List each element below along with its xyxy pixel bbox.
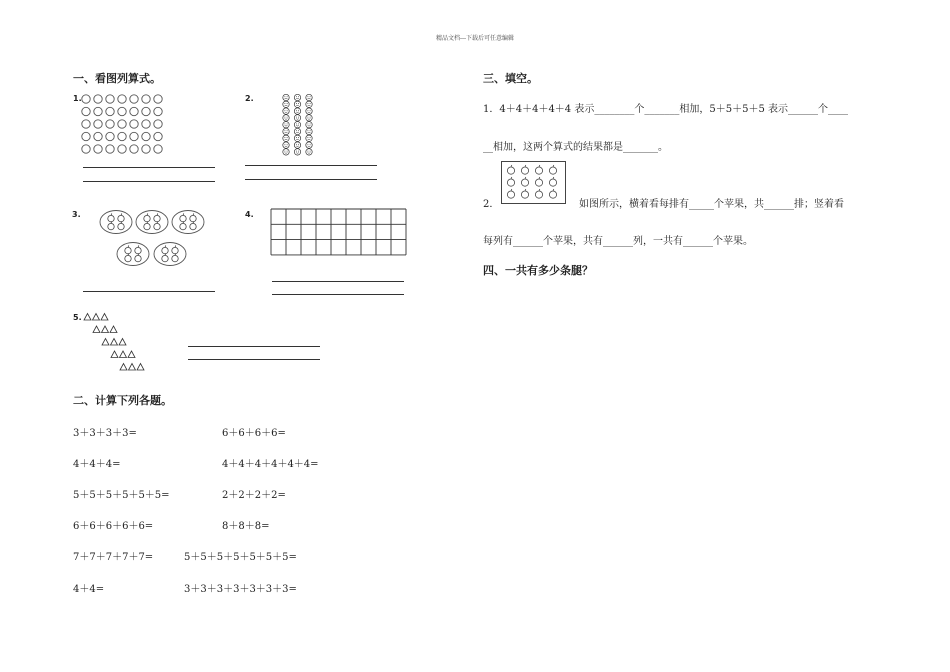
triangle-shape [102,326,109,333]
problem: 5＋5＋5＋5＋5＋5＋5= [184,552,297,563]
problem: 5＋5＋5＋5＋5＋5= [73,490,170,501]
face-icon [306,115,312,121]
face-icon [294,94,300,100]
face-icon [283,149,289,155]
triangle-shape [128,351,135,358]
answer-line[interactable] [83,181,215,182]
circle-shape [94,95,102,103]
problem: 4＋4= [73,584,105,595]
apple-icon [535,189,542,198]
circle-shape [130,132,138,140]
apple-icon [507,177,514,186]
triangle-shape [111,339,118,346]
circle-shape [130,145,138,153]
circle-shape [94,132,102,140]
problem: 2＋2＋2＋2= [222,490,286,501]
apple-icon [190,213,196,221]
problem: 4＋4＋4= [73,459,121,470]
apple-icon [162,253,168,261]
circle-shape [94,120,102,128]
group-oval [154,243,186,266]
problem: 3＋3＋3＋3= [73,428,137,439]
face-icon [294,128,300,134]
problem: 8＋8＋8= [222,521,270,532]
problem: 6＋6＋6＋6= [222,428,286,439]
apple-icon [172,245,178,253]
circle-shape [118,132,126,140]
circle-shape [106,95,114,103]
item5-label: 5. [73,313,82,322]
apple-icon [154,221,160,229]
apple-icon [521,189,528,198]
answer-line[interactable] [272,294,404,295]
circle-shape [142,120,150,128]
apple-icon [118,221,124,229]
page-header: 精品文档---下载后可任意编辑 [435,35,515,42]
circle-shape [118,120,126,128]
apple-icon [180,213,186,221]
item1-label: 1. [73,94,82,103]
face-icon [283,94,289,100]
section4-title: 四、一共有多少条腿？ [483,264,593,277]
circle-shape [118,107,126,115]
triangle-shape [93,326,100,333]
circle-shape [154,132,162,140]
apple-box-figure [501,161,567,205]
triangle-shape [111,351,118,358]
circle-shape [142,95,150,103]
face-icon [294,101,300,107]
circle-shape [130,107,138,115]
apple-icon [535,177,542,186]
fill-q1-line1: 1．4＋4＋4＋4＋4 表示________个_______相加，5＋5＋5＋5 表示______个____ [483,104,848,115]
circle-shape [142,145,150,153]
face-icon [294,108,300,114]
item2-label: 2. [245,94,254,103]
circle-shape [82,95,90,103]
apple-icon [135,245,141,253]
answer-line[interactable] [83,167,215,168]
apple-icon [144,213,150,221]
group-oval [100,211,132,234]
triangle-shape [101,314,108,321]
face-icon [283,128,289,134]
apple-icon [549,165,556,174]
apple-icon [549,189,556,198]
face-icon [294,135,300,141]
apple-icon [154,213,160,221]
circle-shape [130,120,138,128]
face-icon [306,128,312,134]
apple-icon [521,165,528,174]
face-icon [306,101,312,107]
face-icon [283,108,289,114]
answer-line[interactable] [272,281,404,282]
circle-shape [106,145,114,153]
answer-line[interactable] [245,179,377,180]
section1-title: 一、看图列算式。 [73,72,161,85]
apple-icon [108,221,114,229]
square-grid-figure [270,208,410,258]
circle-shape [82,132,90,140]
problem: 6＋6＋6＋6＋6= [73,521,154,532]
face-icon [294,142,300,148]
triangle-shape [93,314,100,321]
apple-icon [135,253,141,261]
problem: 3＋3＋3＋3＋3＋3＋3= [184,584,297,595]
face-icon [294,122,300,128]
apple-groups-figure [98,207,208,269]
triangle-shape [129,364,136,371]
circle-shape [106,132,114,140]
face-icon [283,101,289,107]
section3-title: 三、填空。 [483,72,538,85]
face-icon [294,115,300,121]
apple-icon [162,245,168,253]
triangle-shape [119,339,126,346]
apple-icon [180,221,186,229]
answer-line[interactable] [188,359,320,360]
circle-shape [106,107,114,115]
apple-icon [190,221,196,229]
circle-shape [154,107,162,115]
fill-q2-line1: 如图所示，横着看每排有_____个苹果，共______排；竖着看 [579,199,844,210]
triangle-shape [110,326,117,333]
face-icon [306,142,312,148]
circle-shape [106,120,114,128]
apple-icon [535,165,542,174]
circle-shape [154,145,162,153]
apple-icon [125,245,131,253]
circle-shape [130,95,138,103]
circle-shape [94,145,102,153]
circle-shape [82,120,90,128]
triangle-shape [137,364,144,371]
face-icon [306,94,312,100]
section2-title: 二、计算下列各题。 [73,394,172,407]
apple-icon [507,189,514,198]
item4-label: 4. [245,210,254,219]
problem: 4＋4＋4＋4＋4＋4= [222,459,319,470]
apple-icon [507,165,514,174]
circle-shape [142,107,150,115]
apple-icon [144,221,150,229]
circle-shape [154,120,162,128]
answer-line[interactable] [83,291,215,292]
circle-shape [118,145,126,153]
face-icon [306,122,312,128]
face-icon [306,135,312,141]
fill-q1-line2: __相加，这两个算式的结果都是_______。 [483,142,668,153]
circle-shape [142,132,150,140]
apple-icon [118,213,124,221]
apple-icon [521,177,528,186]
problem: 7＋7＋7＋7＋7= [73,552,154,563]
apple-icon [125,253,131,261]
triangle-shape [120,364,127,371]
group-oval [172,211,204,234]
face-icon [283,115,289,121]
triangle-shape [102,339,109,346]
apple-icon [549,177,556,186]
face-icon [306,149,312,155]
apple-icon [108,213,114,221]
answer-line[interactable] [188,346,320,347]
face-icon [306,108,312,114]
triangle-shape [120,351,127,358]
apple-icon [172,253,178,261]
circle-shape [82,107,90,115]
group-oval [136,211,168,234]
face-icon [294,149,300,155]
face-icon [283,135,289,141]
circle-shape [94,107,102,115]
answer-line[interactable] [245,165,377,166]
triangle-shape [84,314,91,321]
fill-q2-line2: 每列有______个苹果，共有______列，一共有______个苹果。 [483,236,753,247]
triangle-staircase-figure [82,310,154,374]
group-oval [117,243,149,266]
circle-shape [154,95,162,103]
face-icon [283,142,289,148]
fill-q2-number: 2． [483,199,500,210]
face-grid-figure [280,93,316,157]
item3-label: 3. [72,210,81,219]
circle-shape [118,95,126,103]
circle-shape [82,145,90,153]
circle-grid-figure [80,92,166,158]
face-icon [283,122,289,128]
